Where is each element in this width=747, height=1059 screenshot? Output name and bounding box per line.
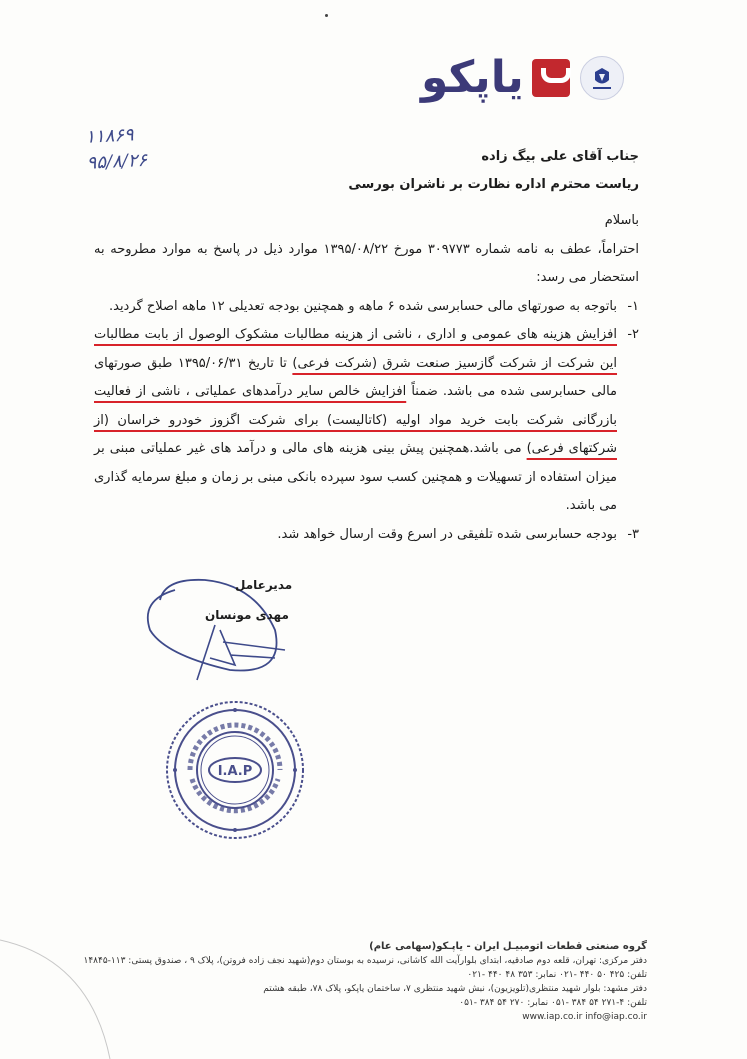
underlined-text: افزایش خالص سایر درآمدهای عملیاتی ، ناشی از فعالیت بازرگانی شرکت بابت خرید مواد اولیه (کاتالیست) برای شرکت اگزوز خودرو خراسان (از شرکتهای فرعی): [94, 384, 617, 456]
logo-mark-icon: [532, 59, 570, 97]
response-item: [94, 521, 639, 550]
company-logo: [421, 52, 661, 104]
response-item: [94, 293, 639, 322]
underlined-text: افزایش هزینه های عمومی و اداری ، ناشی از هزینه مطالبات مشکوک الوصول از بابت مطالبات این شرکت از شرکت گازسیز صنعت شرق (شرکت فرعی): [94, 327, 618, 371]
company-seal: [162, 697, 308, 843]
signatory-title: مدیرعامل: [235, 578, 293, 592]
scan-dot: [325, 14, 328, 17]
footer-mashhad-phone: تلفن: ۴-۲۷۱ ۵۴ ۳۸۴ -۰۵۱ نمابر: ۲۷۰ ۵۴ ۳۸۴ -۰۵۱: [459, 998, 647, 1008]
letterhead-footer: [47, 940, 647, 1024]
addressee-name: جناب آقای علی بیگ زاده: [481, 149, 639, 164]
handwritten-registration: [85, 119, 198, 177]
handwritten-date: ۹۵/۸/۲۶: [86, 149, 148, 174]
item-text: باتوجه به صورتهای مالی حسابرسی شده ۶ ماهه و همچنین بودجه تعدیلی ۱۲ ماهه اصلاح گردید.: [108, 298, 617, 314]
footer-mashhad-address: دفتر مشهد: بلوار شهید منتظری(تلویزیون)، نبش شهید منتظری ۷، ساختمان یاپکو، پلاک ۷۸، طبقه هشتم: [263, 984, 647, 994]
footer-company: گروه صنعتی قطعات اتومبیـل ایران - یاپـکو(سهامی عام): [369, 941, 647, 952]
addressee-title: ریاست محترم اداره نظارت بر ناشران بورسی: [348, 177, 639, 192]
item-text: می باشد.همچنین پیش بینی هزینه های مالی و درآمد های غیر عملیاتی مبنی بر میزان استفاده از تسهیلات و همچنین کسب سود سپرده بانکی مبنی بر زمان و مبلغ سرمایه گذاری می باشد.: [94, 441, 617, 513]
logo-wordmark: یاپکو: [421, 52, 524, 103]
addressee-block: [239, 143, 639, 199]
iran-khodro-emblem-icon: [580, 56, 624, 100]
greeting: باسلام: [604, 213, 639, 228]
footer-hq-address: دفتر مرکزی: تهران، قلعه دوم صادقیه، ابتدای بلوارآیت الله کاشانی، نرسیده به بوستان دوم(شهید نجف زاده فروتن)، پلاک ۹ ، صندوق پستی: ۱۱۳-۱۴۸۴۵: [83, 956, 647, 966]
letter-body: [94, 207, 639, 549]
svg-text:I.A.P: I.A.P: [217, 764, 253, 779]
handwritten-number: ۱۱۸۶۹: [84, 124, 135, 148]
item-number: ۳-: [627, 526, 639, 542]
footer-web[interactable]: www.iap.co.ir info@iap.co.ir: [522, 1012, 647, 1022]
item-number: ۱-: [627, 298, 639, 314]
item-text: تا تاریخ ۱۳۹۵/۰۶/۳۱ طبق صورتهای مالی حسابرسی شده می باشد. ضمناً: [94, 355, 618, 399]
item-text: بودجه حسابرسی شده تلفیقی در اسرع وقت ارسال خواهد شد.: [277, 526, 617, 542]
footer-hq-phone: تلفن: ۴۲۵ ۵۰ ۴۴۰ -۰۲۱ نمابر: ۳۵۳ ۴۸ ۴۴۰ -۰۲۱: [467, 970, 647, 980]
response-item: [94, 321, 639, 521]
response-list: [94, 293, 639, 550]
item-number: ۲-: [627, 327, 639, 342]
intro-paragraph: احتراماً، عطف به نامه شماره ۳۰۹۷۷۳ مورخ ۱۳۹۵/۰۸/۲۲ موارد ذیل در پاسخ به موارد مطروحه به استحضار می رسد:: [94, 241, 639, 285]
signatory-name: مهدی مونسان: [205, 608, 289, 622]
